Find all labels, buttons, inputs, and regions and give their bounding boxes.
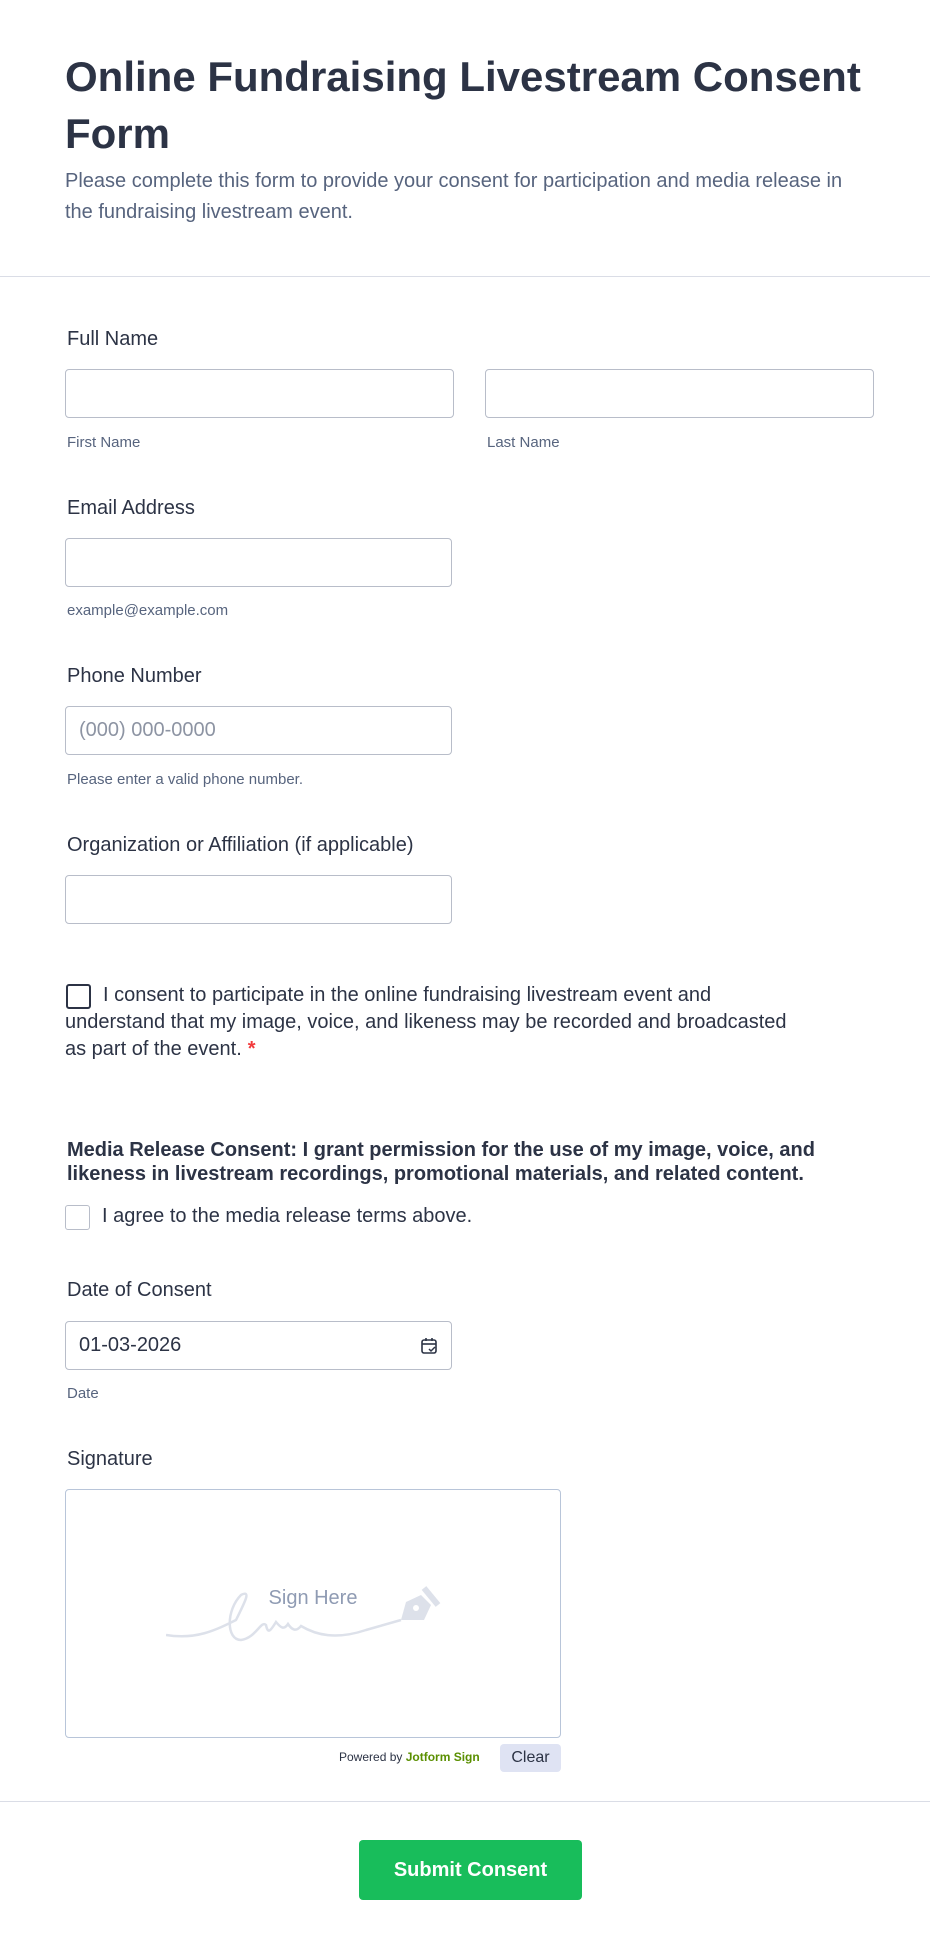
media-release-checkbox[interactable]	[65, 1205, 90, 1230]
calendar-icon[interactable]	[419, 1336, 439, 1356]
full-name-label: Full Name	[67, 328, 159, 350]
signature-label: Signature	[67, 1448, 153, 1470]
date-sublabel: Date	[67, 1385, 99, 1402]
submit-button[interactable]: Submit Consent	[359, 1840, 582, 1900]
last-name-sublabel: Last Name	[487, 434, 560, 451]
phone-sublabel: Please enter a valid phone number.	[67, 771, 303, 788]
footer-divider	[0, 1801, 930, 1802]
signature-pad[interactable]	[65, 1489, 561, 1738]
first-name-sublabel: First Name	[67, 434, 141, 451]
participation-consent-label: I consent to participate in the online fundraising livestream event and understand that my image, voice, and likeness may be recorded and broadcasted as part of the event.	[65, 984, 787, 1060]
powered-by-text: Powered by	[339, 1750, 403, 1764]
page-title: Online Fundraising Livestream Consent Form	[65, 53, 861, 157]
header-divider	[0, 276, 930, 277]
date-value: 01-03-2026	[79, 1334, 182, 1356]
organization-input[interactable]	[65, 875, 452, 924]
media-release-label: Media Release Consent: I grant permission for the use of my image, voice, and likeness in livestream recordings, promotional materials, and related content.	[67, 1139, 815, 1185]
email-input[interactable]	[65, 538, 452, 587]
form-description: Please complete this form to provide your consent for participation and media release in the fundraising livestream event.	[65, 170, 843, 223]
participation-consent-text	[65, 982, 805, 1063]
phone-label: Phone Number	[67, 665, 202, 687]
sign-here-placeholder: Sign Here	[268, 1587, 358, 1609]
date-input[interactable]	[65, 1321, 452, 1370]
media-release-option[interactable]: I agree to the media release terms above.	[102, 1205, 473, 1227]
powered-by	[339, 1750, 480, 1764]
first-name-input[interactable]	[65, 369, 454, 418]
jotform-sign-brand: Jotform Sign	[405, 1750, 480, 1764]
email-label: Email Address	[67, 497, 195, 519]
phone-input[interactable]: (000) 000-0000	[65, 706, 452, 755]
last-name-input[interactable]	[485, 369, 874, 418]
email-sublabel: example@example.com	[67, 602, 229, 619]
organization-label: Organization or Affiliation (if applicable)	[67, 834, 414, 856]
clear-signature-button[interactable]: Clear	[500, 1744, 561, 1772]
required-mark: *	[247, 1038, 256, 1060]
date-label: Date of Consent	[67, 1279, 212, 1301]
